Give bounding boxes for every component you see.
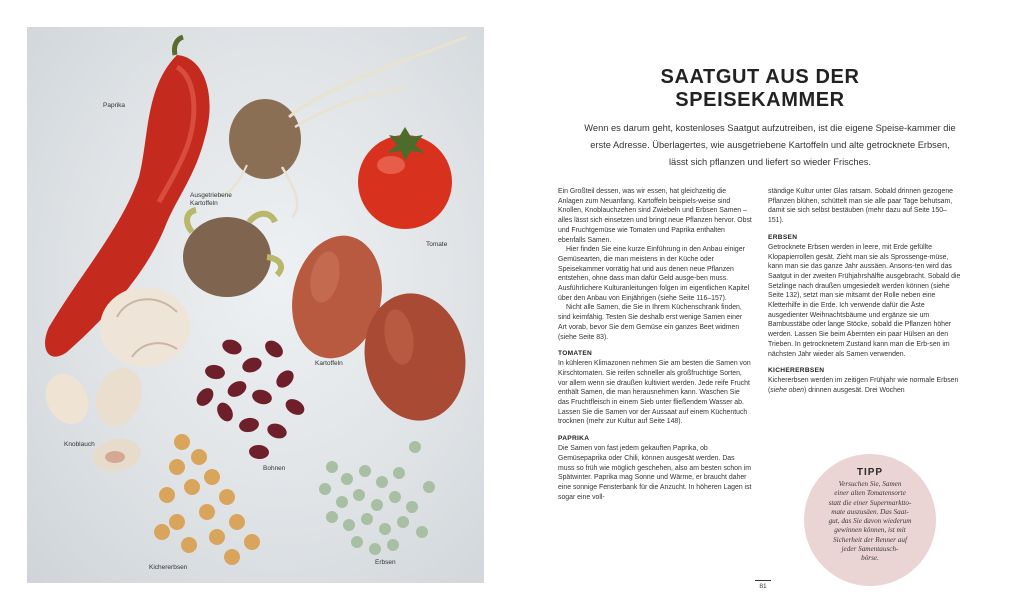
text-run: Kichererbsen werden im zeitigen Frühjahr wie normale Erbsen ( (768, 377, 959, 394)
section-heading-tomaten: TOMATEN (558, 350, 593, 358)
body-paragraph: Ein Großteil dessen, was wir essen, hat gleichzeitig die Anlagen zum Neuanfang. Kartoffeln beispiels-weise sind Knollen, Knoblauchzehen sind Zwiebeln und Erbsen Samen – alles lässt sich einsetzen und bringt neue Pflanzen hervor. Obst und Fruchtgemüse wie Tomaten und Paprika enthalten ebenfalls Samen. (558, 188, 752, 244)
label-bohnen: Bohnen (263, 465, 286, 472)
garlic-bulb-shape (100, 287, 190, 367)
label-kichererbsen: Kichererbsen (149, 564, 188, 571)
tip-circle (804, 454, 936, 586)
intro-paragraph: Wenn es darum geht, kostenloses Saatgut aufzutreiben, ist die eigene Speise-kammer die erste Adresse. Überlagertes, wie ausgetriebene Kartoffeln und alte getrocknete Erbsen, lässt sich pflanzen und liefert so wieder Frisches. (584, 123, 956, 167)
section-heading-paprika: PAPRIKA (558, 435, 590, 443)
body-paragraph: Die Samen von fast jedem gekauften Paprika, ob Gemüsepaprika oder Chili, können ausgesät werden. Das muss so früh wie möglich geschehen, also am besten schon im Spätwinter. Paprika mag Sonne und Wärme, er braucht daher eine sonnige Fensterbank für die Anzucht. In höheren Lagen ist sogar eine voll- (558, 445, 752, 501)
section-heading-erbsen: ERBSEN (768, 233, 798, 241)
page-title-line-1: SAATGUT AUS DER (660, 66, 860, 88)
sprouted-potato-shape (183, 210, 281, 297)
page-title-line-2: SPEISEKAMMER (675, 89, 845, 111)
tomato-shape (358, 127, 452, 229)
garlic-cloves-shape (38, 361, 150, 475)
label-tomate: Tomate (426, 241, 448, 248)
page-number: 81 (755, 580, 771, 590)
beans-shape (193, 337, 307, 460)
body-paragraph: ständige Kultur unter Glas ratsam. Sobald drinnen gezogene Pflanzen blühen, schüttelt man sie alle paar Tage behutsam, damit sie sich selbst bestäuben (mehr dazu auf Seite 150–151). (768, 188, 954, 225)
label-kartoffeln: Kartoffeln (315, 360, 343, 367)
body-paragraph: Hier finden Sie eine kurze Einführung in den Anbau einiger Gemüsearten, die man meistens in der Küche oder Speisekammer vorrätig hat und aus denen neue Pflanzen entstehen, ohne dass man dafür Geld ausge-ben muss. Ausführlichere Kulturanleitungen folgen im eigentlichen Kapitel über den Anbau von Einjährigen (siehe Seite 116–157). (558, 246, 750, 302)
body-paragraph (768, 376, 962, 395)
label-ausgetriebene-kartoffeln: Ausgetriebene Kartoffeln (190, 192, 232, 208)
page-title (560, 66, 960, 112)
section-heading-kichererbsen: KICHERERBSEN (768, 367, 825, 375)
vegetables-photo (27, 27, 484, 583)
body-paragraph: In kühleren Klimazonen nehmen Sie am besten die Samen von Kirschtomaten. Sie reifen schneller als großfruchtige Sorten, vor allem wenn sie draußen kultiviert werden. Jede reife Frucht enthält Samen, die man herausnehmen kann. Waschen Sie das Fruchtfleisch in einem Sieb unter fließendem Wasser ab. Lassen Sie die Samen vor der Aussaat auf einem Küchentuch trocknen (mehr zur Kultur auf Seite 148). (558, 360, 751, 426)
label-erbsen: Erbsen (375, 559, 396, 566)
peas-shape (319, 441, 435, 555)
label-knoblauch: Knoblauch (64, 441, 95, 448)
tip-text: Versuchen Sie, Samen einer alten Tomatensorte statt die einer Supermarktto- mate auszusäen. Das Saat- gut, das Sie davon wiederum gewinnen können, ist mit Sicherheit der Renner auf jeder Samentausch- börse. (828, 480, 912, 563)
text-run: ) drinnen ausgesät. Drei Wochen (804, 386, 905, 394)
text-column-2 (768, 187, 962, 396)
body-paragraph: Nicht alle Samen, die Sie in Ihrem Küchenschrank finden, sind keimfähig. Testen Sie deshalb erst wenige Samen einer Art vorab, bevor Sie dem Gemüse ein ganzes Beet widmen (siehe Seite 83). (558, 304, 743, 341)
body-paragraph: Getrocknete Erbsen werden in leere, mit Erde gefüllte Klopapierrollen gesät. Zieht man sie als Sprossenge-müse, kann man sie das ganze Jahr aussäen. Ansons-ten wird das Saatgut in der zweiten Frühjahrshälfte ausgebracht. Sobald die Setzlinge nach draußen umgesiedelt werden können (siehe Seite 132), setzt man sie mitsamt der Rolle neben eine Kletterhilfe in die Erde. Ich verwende dafür die Äste ausgedienter Weihnachtsbäume und ergänze sie um Bambusstäbe oder lange Stöcke, sobald die Pflanzen höher werden. Lassen Sie beim Abernten ein paar Hülsen an den Trieben. In getrocknetem Zustand kann man die Erb-sen im nächsten Jahr wieder als Samen verwenden. (768, 243, 961, 358)
tip-heading: TIPP (856, 467, 884, 478)
vegetables-illustration (27, 27, 484, 583)
text-column-1 (558, 187, 752, 502)
chickpeas-shape (154, 434, 260, 565)
label-paprika: Paprika (103, 102, 126, 109)
emphasis-text: siehe oben (770, 386, 805, 394)
